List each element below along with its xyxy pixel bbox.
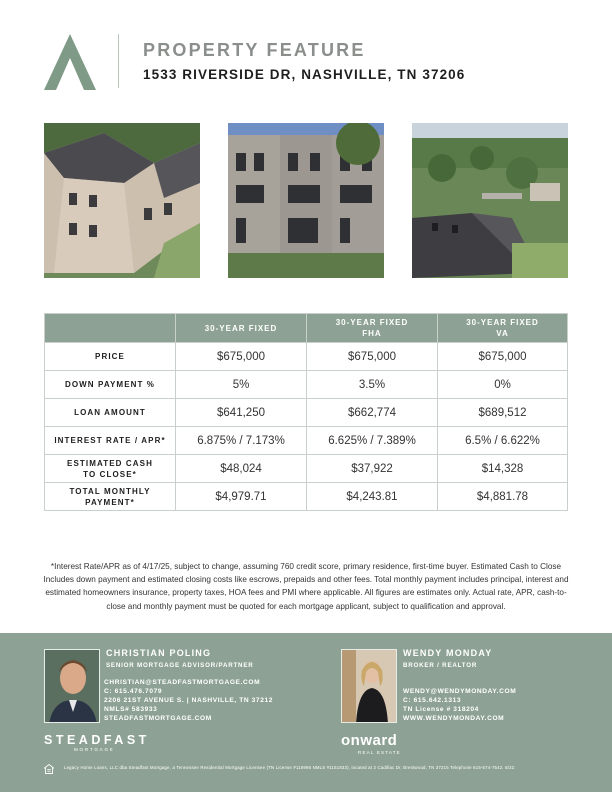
row-label: PRICE [45, 343, 176, 371]
agent1-phone[interactable]: C: 615.476.7079 [104, 688, 163, 695]
table-row [45, 483, 568, 511]
property-address: 1533 RIVERSIDE DR, NASHVILLE, TN 37206 [143, 67, 466, 82]
table-cell: $675,000 [438, 343, 568, 371]
table-header-blank [45, 314, 176, 343]
agent2-role: BROKER / REALTOR [403, 662, 478, 669]
table-cell: 3.5% [307, 371, 438, 399]
steadfast-logo-sub: MORTGAGE [74, 747, 115, 752]
contact-footer [0, 633, 612, 792]
column-header-30-year-fixed-fha: 30-YEAR FIXED FHA [307, 314, 438, 343]
onward-logo: onward [341, 732, 398, 749]
table-cell: 6.625% / 7.389% [307, 427, 438, 455]
agent2-name: WENDY MONDAY [403, 648, 493, 658]
agent1-nmls: NMLS# 583933 [104, 706, 158, 713]
legal-disclosure: Legacy Home Loans, LLC dba Steadfast Mortgage, a Tennessee Residential Mortgage Licensee (TN License #116996 NMLS #1151833), located at 2 Cadillac Dr, Brentwood, TN 37215 Telephone 615-574-7542. 8/22. [64, 765, 516, 770]
table-row [45, 343, 568, 371]
table-row [45, 427, 568, 455]
neighborhood-aerial-photo [412, 123, 568, 278]
steadfast-logo: STEADFAST [44, 733, 150, 747]
table-cell: 0% [438, 371, 568, 399]
agent1-email-link[interactable]: CHRISTIAN@STEADFASTMORTGAGE.COM [104, 679, 261, 686]
agent-headshot-photo [341, 649, 397, 723]
table-cell: $14,328 [438, 455, 568, 483]
table-cell: $689,512 [438, 399, 568, 427]
agent1-website-link[interactable]: STEADFASTMORTGAGE.COM [104, 715, 212, 722]
agent1-name: CHRISTIAN POLING [106, 648, 212, 658]
column-header-30-year-fixed-va: 30-YEAR FIXED VA [438, 314, 568, 343]
table-cell: $4,979.71 [176, 483, 307, 511]
brand-logo-icon [44, 34, 96, 90]
table-cell: $675,000 [176, 343, 307, 371]
table-cell: $662,774 [307, 399, 438, 427]
row-label: ESTIMATED CASH TO CLOSE* [45, 455, 176, 483]
header-divider [118, 34, 119, 88]
row-label: LOAN AMOUNT [45, 399, 176, 427]
table-cell: $675,000 [307, 343, 438, 371]
table-cell: $4,243.81 [307, 483, 438, 511]
row-label: TOTAL MONTHLY PAYMENT* [45, 483, 176, 511]
agent2-phone[interactable]: C: 615.642.1313 [403, 697, 462, 704]
row-label: INTEREST RATE / APR* [45, 427, 176, 455]
table-cell: 6.5% / 6.622% [438, 427, 568, 455]
agent1-address: 2206 21ST AVENUE S. | NASHVILLE, TN 37212 [104, 697, 273, 704]
page-title: PROPERTY FEATURE [143, 40, 366, 60]
row-label: DOWN PAYMENT % [45, 371, 176, 399]
disclaimer-text: *Interest Rate/APR as of 4/17/25, subject to change, assuming 760 credit score, primary residence, first-time buyer. Estimated Cash to Close Includes down payment and estimated closing costs like escrows, prepaids and other fees. Total monthly payment includes principal, interest and estimated homeowners insurance, property taxes, HOA fees and PMI where applicable. All figures are estimates only. Actual rate, APR, cash-to-close and monthly payment must be quoted for each mortgage applicant, subject to qualification and approval. [43, 562, 569, 611]
townhome-aerial-photo [44, 123, 200, 278]
table-cell: $37,922 [307, 455, 438, 483]
townhome-front-photo [228, 123, 384, 278]
table-cell: $4,881.78 [438, 483, 568, 511]
agent2-email-link[interactable]: WENDY@WENDYMONDAY.COM [403, 688, 517, 695]
table-row [45, 455, 568, 483]
table-cell: $641,250 [176, 399, 307, 427]
agent-headshot-photo [44, 649, 100, 723]
column-header-30-year-fixed: 30-YEAR FIXED [176, 314, 307, 343]
agent1-role: SENIOR MORTGAGE ADVISOR/PARTNER [106, 662, 254, 669]
mortgage-comparison-table [44, 313, 568, 511]
table-row [45, 371, 568, 399]
table-cell: 5% [176, 371, 307, 399]
table-cell: 6.875% / 7.173% [176, 427, 307, 455]
table-row [45, 399, 568, 427]
table-cell: $48,024 [176, 455, 307, 483]
equal-housing-icon [44, 764, 54, 774]
onward-logo-sub: REAL ESTATE [358, 750, 401, 755]
agent2-website-link[interactable]: WWW.WENDYMONDAY.COM [403, 715, 505, 722]
table-header-row [45, 314, 568, 343]
agent2-license: TN License # 318204 [403, 706, 479, 713]
